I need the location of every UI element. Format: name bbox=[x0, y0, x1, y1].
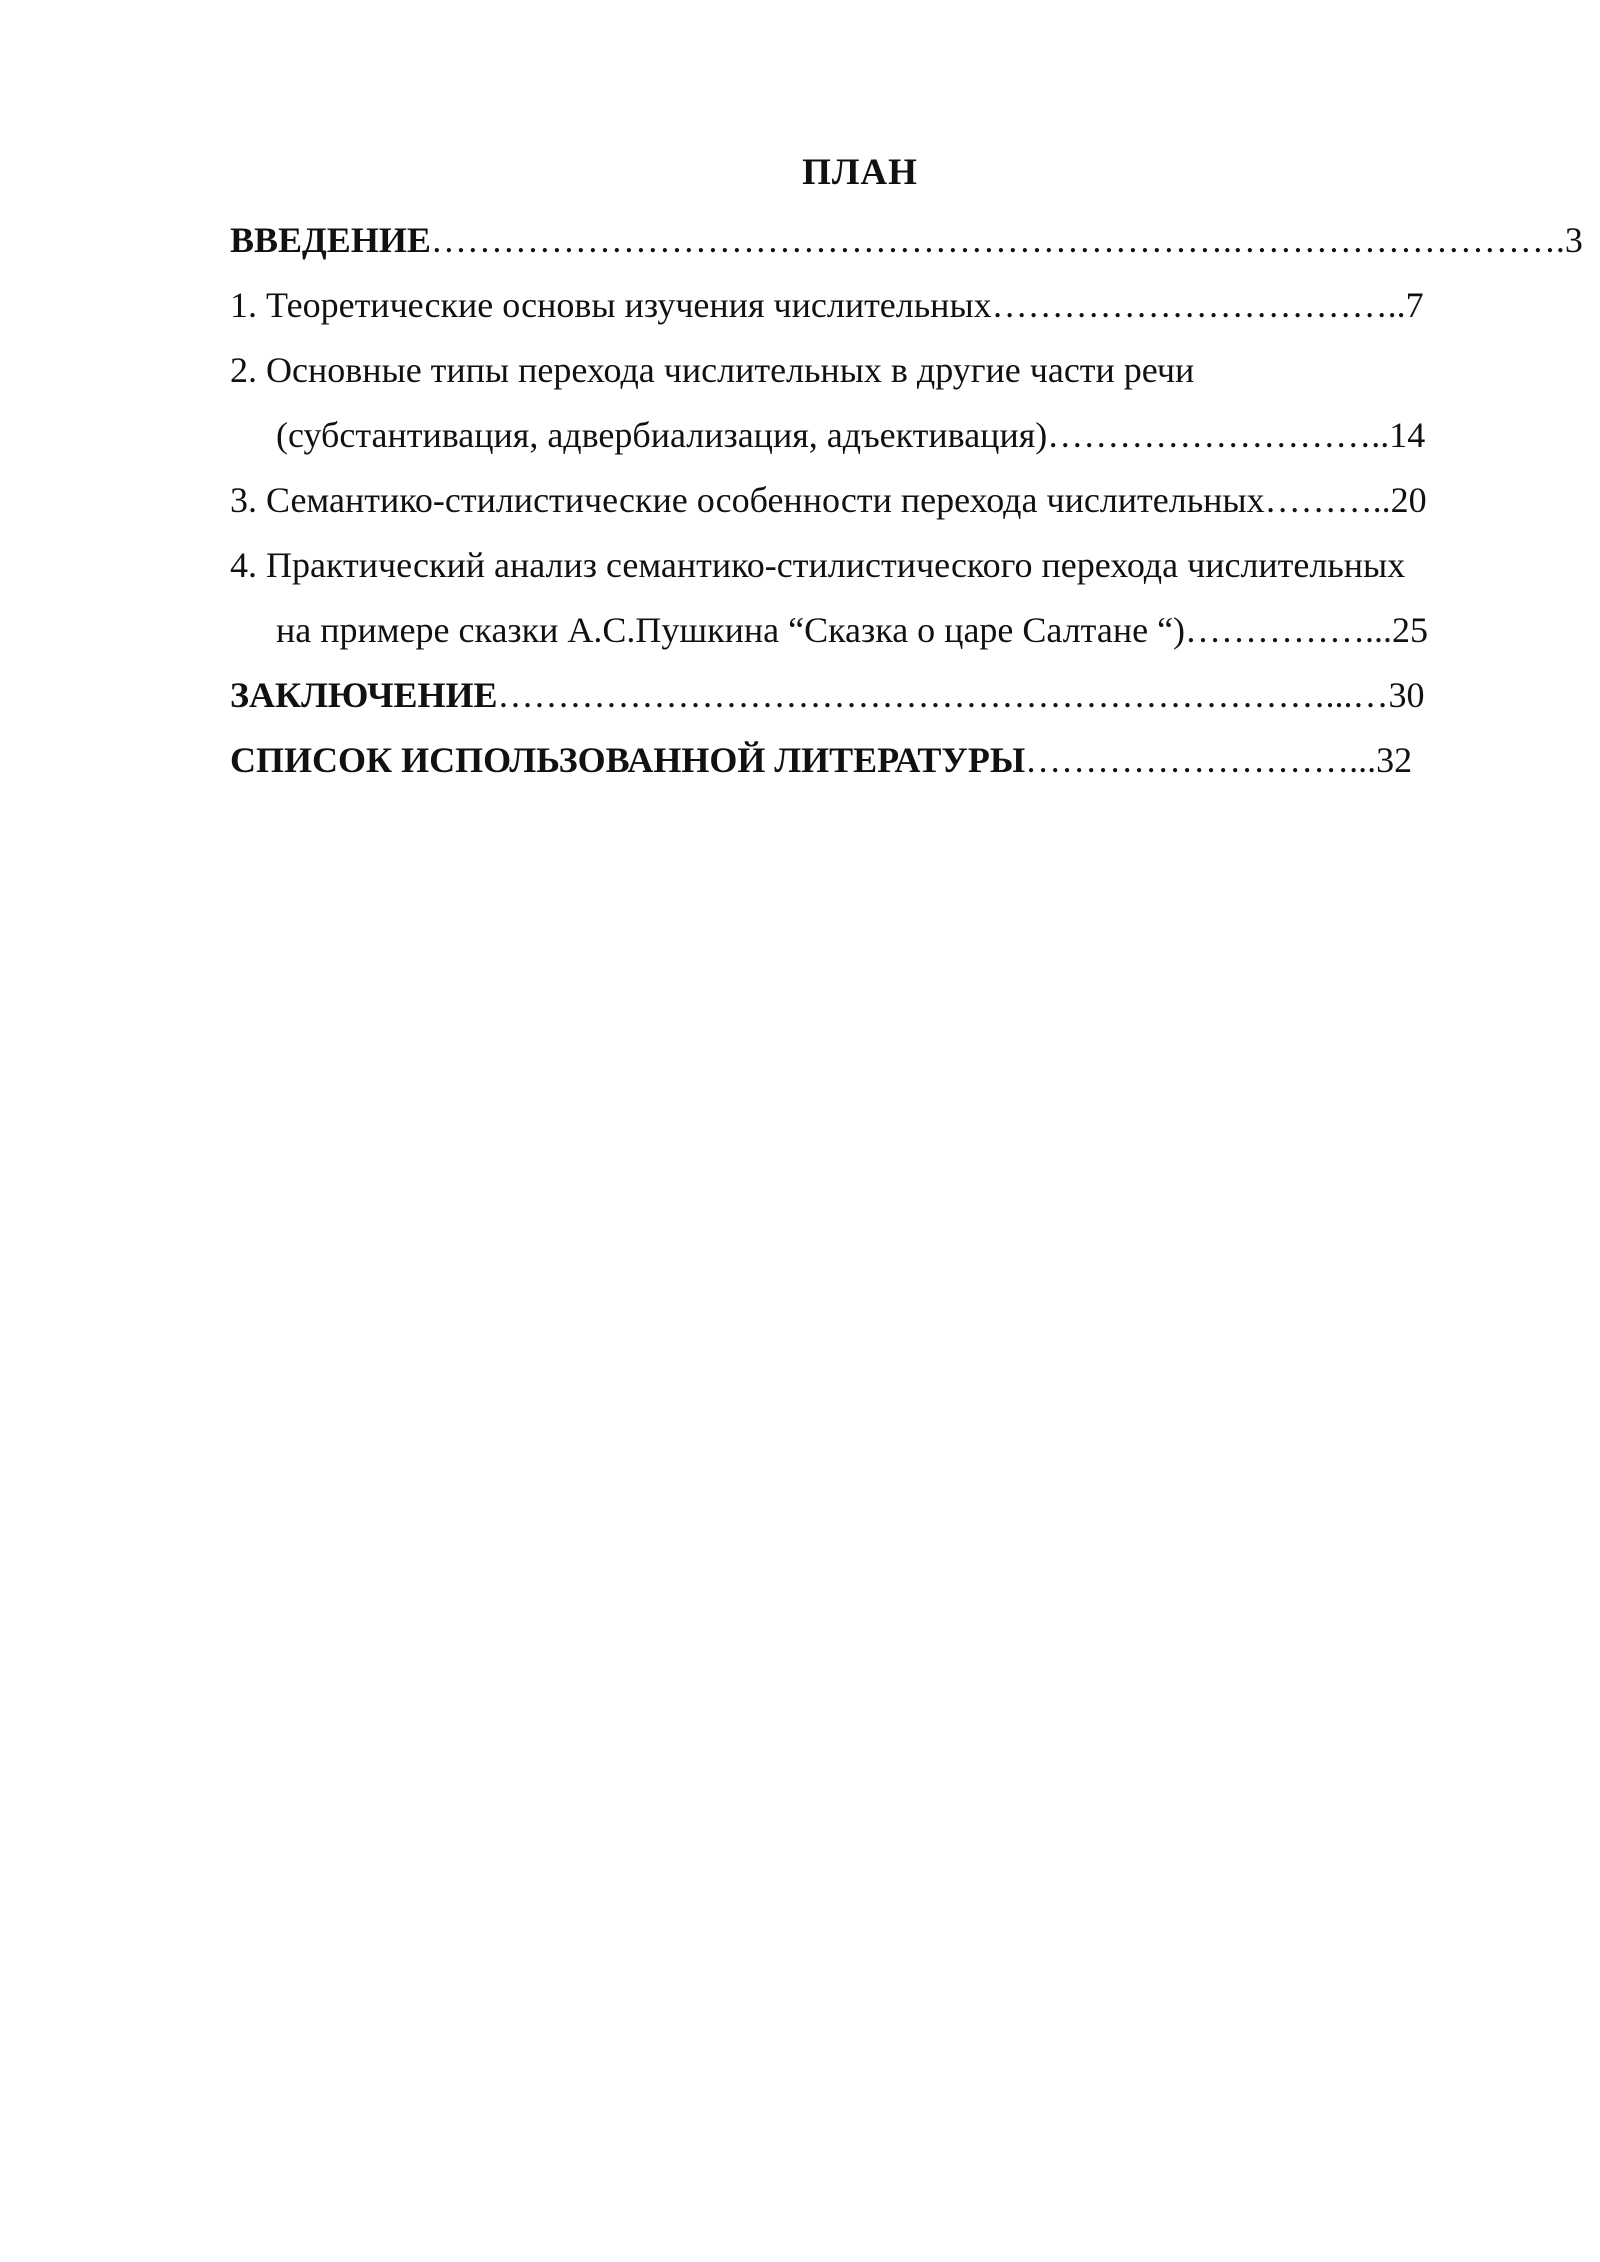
toc-leader-dots: ……………... bbox=[1185, 610, 1393, 650]
toc-page-number: 25 bbox=[1392, 610, 1429, 650]
toc-entry-label: ВВЕДЕНИЕ bbox=[230, 220, 431, 260]
toc-leader-dots: ……………………………………………………………...… bbox=[497, 675, 1389, 715]
toc-entry-label: на примере сказки А.С.Пушкина “Сказка о царе Салтане “) bbox=[276, 610, 1186, 650]
toc-entry-chapter-4[interactable] bbox=[230, 537, 1405, 593]
toc-entry-chapter-4-continuation[interactable] bbox=[276, 602, 1428, 658]
toc-entry-label: 2. Основные типы перехода числительных в другие части речи bbox=[230, 350, 1195, 390]
toc-entry-references[interactable] bbox=[230, 732, 1412, 788]
toc-entry-label: СПИСОК ИСПОЛЬЗОВАННОЙ ЛИТЕРАТУРЫ bbox=[230, 740, 1026, 780]
toc-entry-label: ЗАКЛЮЧЕНИЕ bbox=[230, 675, 498, 715]
toc-leader-dots: …………………………….. bbox=[991, 285, 1406, 325]
toc-page-number: 3 bbox=[1564, 220, 1583, 260]
toc-leader-dots: ……………………….. bbox=[1047, 415, 1390, 455]
toc-entry-conclusion[interactable] bbox=[230, 667, 1425, 723]
toc-entry-chapter-2[interactable] bbox=[230, 342, 1194, 398]
toc-page-number: 14 bbox=[1389, 415, 1426, 455]
toc-entry-label: 4. Практический анализ семантико-стилистического перехода числительных bbox=[230, 545, 1406, 585]
page-title: ПЛАН bbox=[802, 152, 918, 193]
toc-page-number: 30 bbox=[1388, 675, 1425, 715]
toc-entry-label: 3. Семантико-стилистические особенности перехода числительных bbox=[230, 480, 1265, 520]
toc-entry-label: 1. Теоретические основы изучения числительных bbox=[230, 285, 992, 325]
toc-entry-chapter-2-continuation[interactable] bbox=[276, 407, 1425, 463]
toc-entry-label: (субстантивация, адвербиализация, адъективация) bbox=[276, 415, 1048, 455]
toc-page-number: 7 bbox=[1405, 285, 1424, 325]
toc-leader-dots: ………………………………………………………….………………………. bbox=[430, 220, 1565, 260]
toc-page-number: 20 bbox=[1390, 480, 1427, 520]
toc-leader-dots: ………………………... bbox=[1025, 740, 1377, 780]
toc-leader-dots: ……….. bbox=[1264, 480, 1391, 520]
toc-entry-chapter-1[interactable] bbox=[230, 277, 1424, 333]
toc-entry-chapter-3[interactable] bbox=[230, 472, 1427, 528]
toc-page-number: 32 bbox=[1376, 740, 1413, 780]
toc-entry-introduction[interactable] bbox=[230, 212, 1583, 268]
